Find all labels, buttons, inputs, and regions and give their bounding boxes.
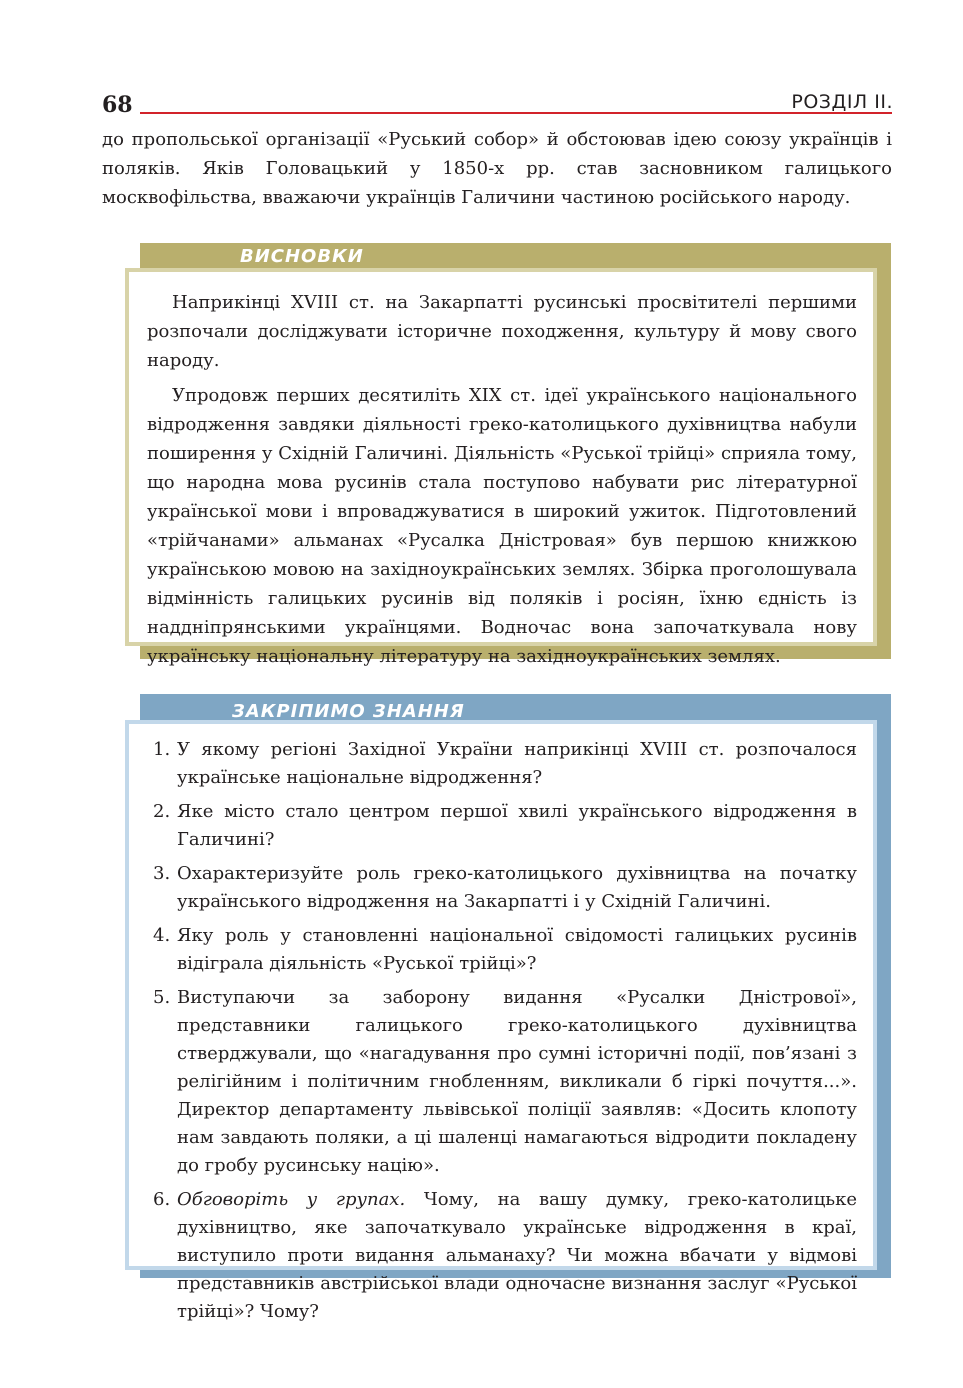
conclusions-paragraph-1: Наприкінці XVIII ст. на Закарпатті русинські просвітителі першими розпочали досліджувати історичне походження, культуру й мову свого народу. <box>147 292 857 371</box>
question-number: 2. <box>153 801 171 822</box>
page-number: 68 <box>102 92 133 118</box>
header-rule <box>140 112 892 114</box>
review-box <box>125 720 877 1322</box>
review-title: ЗАКРІПИМО ЗНАННЯ <box>232 701 465 722</box>
question-text: Виступаючи за заборону видання «Русалки Дністрової», представники галицького греко-католицького духівництва стверджували, що «нагадування про сумні історичні події, пов’язані з релігійним і політичним гнобленням, викликали б гіркі почуття...». Директор департаменту львівської поліції заявляв: «Досить клопоту нам завдають поляки, а ці шаленці намагаються відродити покладену до гробу русинську націю». <box>177 987 857 1176</box>
list-item <box>147 798 857 854</box>
conclusions-title: ВИСНОВКИ <box>240 246 364 267</box>
conclusions-paragraph-2: Упродовж перших десятиліть XIX ст. ідеї українського національного відродження завдяки діяльності греко-католицького духівництва набули поширення у Східній Галичині. Діяльність «Руської трійці» сприяла тому, що народна мова русинів стала поступово набувати рис літературної української мови і впроваджуватися в широкий ужиток. Підготовлений «трійчанами» альманах «Русалка Дністровая» був першою книжкою українською мовою на західноукраїнських землях. Збірка проголошувала відмінність галицьких русинів від поляків і росіян, їхню єдність із наддніпрянськими українцями. Водночас вона започаткувала нову українську національну літературу на західноукраїнських землях. <box>147 385 857 667</box>
review-questions <box>147 736 857 1326</box>
conclusions-box <box>125 268 877 667</box>
question-text: Чому, на вашу думку, греко-католицьке духівництво, яке започаткувало українське відродження в краї, виступило проти видання альманаху? Чи можна вбачати у відмові представників австрійської влади одночасне визнання заслуг «Руської трійці»? Чому? <box>177 1189 858 1322</box>
list-item <box>147 922 857 978</box>
list-item <box>147 984 857 1180</box>
question-number: 3. <box>153 863 171 884</box>
question-text: Охарактеризуйте роль греко-католицького духівництва на початку українського відродження на Закарпатті і у Східній Галичині. <box>177 863 857 912</box>
question-text: Яку роль у становленні національної свідомості галицьких русинів відіграла діяльність «Руської трійці»? <box>177 925 857 974</box>
question-text: Яке місто стало центром першої хвилі українського відродження в Галичині? <box>177 801 857 850</box>
section-label: РОЗДІЛ ІІ. <box>791 91 893 113</box>
question-text: У якому регіоні Західної України наприкінці XVIII ст. розпочалося українське національне відродження? <box>177 739 857 788</box>
question-number: 1. <box>153 739 171 760</box>
list-item <box>147 860 857 916</box>
question-number: 4. <box>153 925 171 946</box>
intro-paragraph: до пропольської організації «Руський собор» й обстоював ідею союзу українців і поляків. Яків Головацький у 1850-х рр. став засновником галицького москвофільства, вважаючи українців Галичини частиною російського народу. <box>102 129 892 208</box>
question-prefix: Обговоріть у групах. <box>177 1189 406 1210</box>
question-number: 6. <box>153 1189 171 1210</box>
question-number: 5. <box>153 987 171 1008</box>
list-item <box>147 736 857 792</box>
intro-text <box>102 125 892 212</box>
list-item <box>147 1186 857 1326</box>
